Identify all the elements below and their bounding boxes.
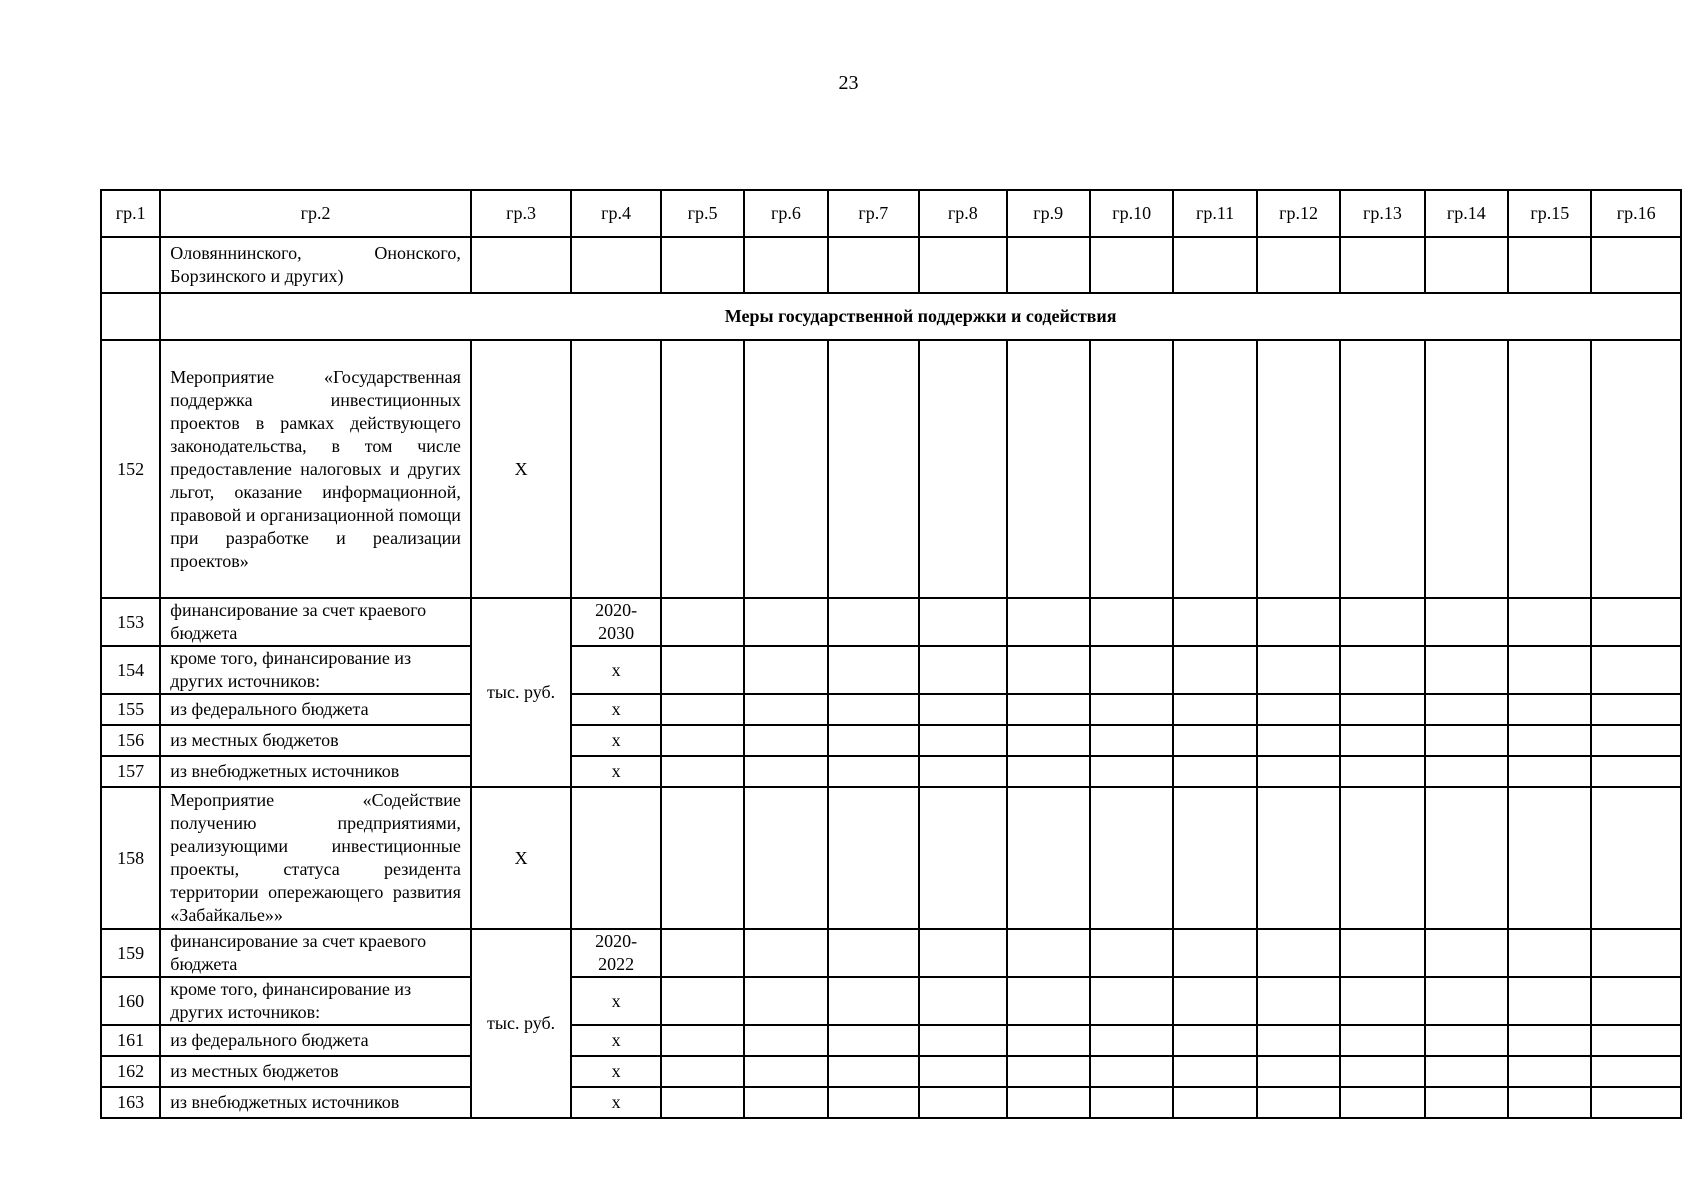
period-cell: x xyxy=(571,756,660,787)
period-cell: 2020-2022 xyxy=(571,929,660,977)
period-cell: x xyxy=(571,1087,660,1118)
period-cell: x xyxy=(571,1056,660,1087)
unit-cell: тыс. руб. xyxy=(471,929,572,1118)
table-row xyxy=(101,1087,1681,1118)
measure-name: Мероприятие «Государственная поддержка инвестиционных проектов в рамках действующего законодательства, в том числе предоставление налоговых и других льгот, оказание информационной, правовой и организационной помощи при разработке и реализации проектов» xyxy=(160,340,471,598)
table-row xyxy=(101,977,1681,1025)
column-header: гр.5 xyxy=(661,190,744,237)
table-row xyxy=(101,1025,1681,1056)
column-header: гр.7 xyxy=(828,190,919,237)
table-row xyxy=(101,694,1681,725)
column-header: гр.2 xyxy=(160,190,471,237)
row-number: 157 xyxy=(101,756,160,787)
period-cell: 2020-2030 xyxy=(571,598,660,646)
column-header: гр.1 xyxy=(101,190,160,237)
row-number: 154 xyxy=(101,646,160,694)
measure-name: Мероприятие «Содействие получению предприятиями, реализующими инвестиционные проекты, статуса резидента территории опережающего развития «Забайкалье»» xyxy=(160,787,471,929)
table-row xyxy=(101,340,1681,598)
column-header: гр.3 xyxy=(471,190,572,237)
continuation-text: Оловяннинского, Ононского, Борзинского и других) xyxy=(160,237,471,293)
row-number: 153 xyxy=(101,598,160,646)
row-number: 163 xyxy=(101,1087,160,1118)
row-name: из внебюджетных источников xyxy=(160,1087,471,1118)
unit-cell: X xyxy=(471,340,572,598)
table-row xyxy=(101,1056,1681,1087)
column-header-row xyxy=(101,190,1681,237)
page-number: 23 xyxy=(838,72,859,94)
unit-cell: X xyxy=(471,787,572,929)
row-number: 160 xyxy=(101,977,160,1025)
table-row xyxy=(101,598,1681,646)
column-header: гр.8 xyxy=(919,190,1006,237)
row-name: из местных бюджетов xyxy=(160,1056,471,1087)
table-row xyxy=(101,725,1681,756)
row-name: из федерального бюджета xyxy=(160,694,471,725)
table-row xyxy=(101,646,1681,694)
row-name: финансирование за счет краевого бюджета xyxy=(160,929,471,977)
column-header: гр.14 xyxy=(1425,190,1508,237)
row-name: кроме того, финансирование из других источников: xyxy=(160,646,471,694)
period-cell: x xyxy=(571,725,660,756)
row-name: кроме того, финансирование из других источников: xyxy=(160,977,471,1025)
program-table xyxy=(100,189,1682,1119)
column-header: гр.6 xyxy=(744,190,827,237)
row-name: финансирование за счет краевого бюджета xyxy=(160,598,471,646)
table-row xyxy=(101,787,1681,929)
column-header: гр.11 xyxy=(1173,190,1256,237)
period-cell: x xyxy=(571,646,660,694)
row-number: 159 xyxy=(101,929,160,977)
column-header: гр.10 xyxy=(1090,190,1173,237)
row-name: из внебюджетных источников xyxy=(160,756,471,787)
row-name: из местных бюджетов xyxy=(160,725,471,756)
column-header: гр.9 xyxy=(1007,190,1090,237)
column-header: гр.15 xyxy=(1508,190,1591,237)
row-number: 161 xyxy=(101,1025,160,1056)
row-number: 158 xyxy=(101,787,160,929)
column-header: гр.12 xyxy=(1257,190,1340,237)
table-row xyxy=(101,756,1681,787)
row-number: 156 xyxy=(101,725,160,756)
table-row xyxy=(101,237,1681,293)
column-header: гр.13 xyxy=(1340,190,1424,237)
period-cell: x xyxy=(571,694,660,725)
column-header: гр.16 xyxy=(1591,190,1681,237)
row-number: 162 xyxy=(101,1056,160,1087)
row-number: 155 xyxy=(101,694,160,725)
column-header: гр.4 xyxy=(571,190,660,237)
table-row xyxy=(101,929,1681,977)
period-cell: x xyxy=(571,977,660,1025)
section-title: Меры государственной поддержки и содействия xyxy=(160,293,1681,340)
unit-cell: тыс. руб. xyxy=(471,598,572,787)
period-cell: x xyxy=(571,1025,660,1056)
row-number: 152 xyxy=(101,340,160,598)
row-name: из федерального бюджета xyxy=(160,1025,471,1056)
section-row xyxy=(101,293,1681,340)
